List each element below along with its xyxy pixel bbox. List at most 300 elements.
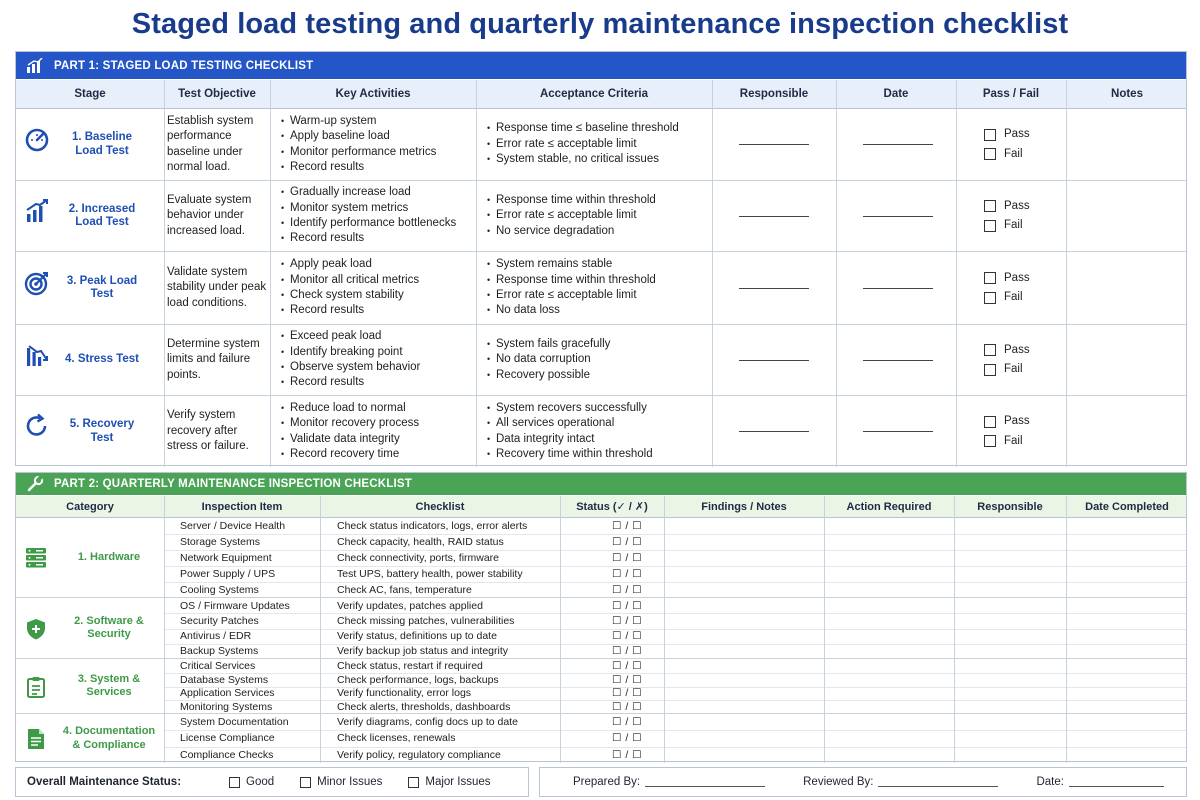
criteria-item: • Response time within threshold bbox=[487, 273, 656, 288]
stage-name: 1. Baseline Load Test bbox=[71, 131, 133, 157]
notes-field[interactable] bbox=[1066, 396, 1188, 467]
column-divider bbox=[954, 496, 955, 763]
pass-checkbox[interactable] bbox=[984, 200, 996, 212]
signature-line[interactable] bbox=[739, 288, 809, 289]
inspection-item: System Documentation bbox=[180, 716, 289, 729]
test-objective bbox=[167, 396, 267, 467]
pass-checkbox[interactable] bbox=[984, 129, 996, 141]
activity-item: • Record results bbox=[281, 160, 436, 175]
fail-label: Fail bbox=[1004, 363, 1023, 375]
column-header: Responsible bbox=[977, 500, 1043, 513]
column-header: Inspection Item bbox=[201, 500, 283, 513]
row-divider bbox=[164, 700, 1186, 701]
category-group bbox=[16, 518, 1186, 598]
fail-checkbox[interactable] bbox=[984, 148, 996, 160]
column-header: Checklist bbox=[415, 500, 465, 513]
inspection-item: Application Services bbox=[180, 687, 275, 700]
pass-option[interactable] bbox=[984, 199, 1030, 214]
stage-cell bbox=[16, 109, 164, 180]
status-checkboxes[interactable]: ☐ / ☐ bbox=[612, 687, 643, 700]
criteria-list bbox=[487, 337, 610, 383]
checklist-text: Check status indicators, logs, error alerts bbox=[337, 520, 528, 532]
inspection-item: Network Equipment bbox=[180, 552, 272, 564]
category-group bbox=[16, 659, 1186, 714]
checklist-text: Verify diagrams, config docs up to date bbox=[337, 716, 518, 729]
row-divider bbox=[164, 673, 1186, 674]
signature-line[interactable] bbox=[863, 144, 933, 145]
status-checkboxes[interactable]: ☐ / ☐ bbox=[612, 630, 643, 643]
inspection-row bbox=[164, 550, 1186, 566]
prepared-by-label: Prepared By: bbox=[573, 776, 641, 788]
test-objective bbox=[167, 252, 267, 324]
stage-name: 5. Recovery Test bbox=[69, 418, 135, 444]
objective-text: Verify system recovery after stress or failure. bbox=[167, 409, 249, 453]
acceptance-criteria bbox=[487, 396, 709, 467]
fail-label: Fail bbox=[1004, 147, 1023, 160]
criteria-item: • System remains stable bbox=[487, 257, 656, 272]
activity-item: • Identify breaking point bbox=[281, 345, 420, 360]
pass-label: Pass bbox=[1004, 343, 1030, 356]
part2-heading-bar bbox=[16, 473, 1186, 495]
stage-cell bbox=[16, 252, 164, 324]
inspection-row bbox=[164, 747, 1186, 763]
test-stage-row bbox=[16, 325, 1186, 396]
responsible-field[interactable] bbox=[712, 325, 836, 395]
objective-text: Establish system performance baseline under normal load. bbox=[167, 114, 254, 173]
criteria-item: • System stable, no critical issues bbox=[487, 152, 679, 167]
fail-option[interactable] bbox=[984, 147, 1030, 162]
row-divider bbox=[164, 730, 1186, 731]
notes-field[interactable] bbox=[1066, 181, 1188, 251]
pass-fail-cell bbox=[984, 396, 1064, 467]
pass-option[interactable] bbox=[984, 343, 1030, 358]
status-checkboxes[interactable]: ☐ / ☐ bbox=[612, 701, 643, 714]
criteria-item: • Error rate ≤ acceptable limit bbox=[487, 137, 679, 152]
row-divider bbox=[164, 629, 1186, 630]
column-header: Category bbox=[66, 500, 114, 513]
criteria-list bbox=[487, 401, 653, 463]
fail-option[interactable] bbox=[984, 434, 1030, 449]
activity-item: • Apply peak load bbox=[281, 257, 419, 272]
stage-name: 2. Increased Load Test bbox=[68, 202, 136, 228]
recovery-icon bbox=[24, 413, 50, 439]
criteria-item: • System fails gracefully bbox=[487, 337, 610, 352]
inspection-row bbox=[164, 613, 1186, 628]
key-activities bbox=[281, 181, 471, 251]
column-divider bbox=[956, 80, 957, 467]
activity-item: • Observe system behavior bbox=[281, 360, 420, 375]
checklist-text: Check status, restart if required bbox=[337, 659, 483, 672]
activity-item: • Monitor performance metrics bbox=[281, 145, 436, 160]
pass-fail-options bbox=[984, 343, 1030, 378]
pass-label: Pass bbox=[1004, 271, 1030, 284]
inspection-item: Server / Device Health bbox=[180, 520, 286, 532]
fail-checkbox[interactable] bbox=[984, 435, 996, 447]
fail-option[interactable] bbox=[984, 290, 1030, 305]
status-option-minor[interactable]: Minor Issues bbox=[300, 776, 382, 788]
inspection-row bbox=[164, 582, 1186, 598]
inspection-row bbox=[164, 518, 1186, 534]
criteria-list bbox=[487, 121, 679, 167]
falling-bars-icon bbox=[24, 342, 50, 368]
test-stage-row bbox=[16, 252, 1186, 325]
pass-fail-options bbox=[984, 414, 1030, 449]
pass-option[interactable] bbox=[984, 414, 1030, 429]
column-divider bbox=[270, 80, 271, 467]
pass-checkbox[interactable] bbox=[984, 416, 996, 428]
criteria-list bbox=[487, 257, 656, 319]
inspection-item: OS / Firmware Updates bbox=[180, 599, 290, 612]
activity-item: • Exceed peak load bbox=[281, 329, 420, 344]
category-cell bbox=[16, 518, 164, 597]
fail-checkbox[interactable] bbox=[984, 292, 996, 304]
column-header: Pass / Fail bbox=[982, 88, 1040, 100]
column-divider bbox=[836, 80, 837, 467]
key-activities bbox=[281, 396, 471, 467]
status-checkboxes[interactable]: ☐ / ☐ bbox=[612, 599, 643, 612]
checkbox[interactable] bbox=[229, 777, 240, 788]
overall-status-box bbox=[15, 767, 529, 797]
test-stage-row bbox=[16, 109, 1186, 181]
reviewed-by-label: Reviewed By: bbox=[803, 776, 874, 788]
inspection-row bbox=[164, 629, 1186, 644]
pass-checkbox[interactable] bbox=[984, 344, 996, 356]
status-checkboxes[interactable]: ☐ / ☐ bbox=[612, 748, 643, 761]
activity-list bbox=[281, 257, 419, 319]
column-divider bbox=[824, 496, 825, 763]
date-field[interactable] bbox=[1069, 777, 1164, 787]
signature-line[interactable] bbox=[863, 216, 933, 217]
checklist-text: Verify backup job status and integrity bbox=[337, 645, 509, 658]
inspection-row bbox=[164, 730, 1186, 746]
row-divider bbox=[164, 582, 1186, 583]
target-icon bbox=[24, 270, 50, 296]
checklist-text: Check licenses, renewals bbox=[337, 732, 456, 745]
column-header: Status (✓ / ✗) bbox=[576, 501, 648, 513]
activity-item: • Identify performance bottlenecks bbox=[281, 216, 456, 231]
criteria-item: • Error rate ≤ acceptable limit bbox=[487, 208, 656, 223]
inspection-item: Database Systems bbox=[180, 673, 269, 686]
criteria-item: • No data loss bbox=[487, 303, 656, 318]
row-divider bbox=[164, 550, 1186, 551]
pass-option[interactable] bbox=[984, 271, 1030, 286]
activity-item: • Gradually increase load bbox=[281, 185, 456, 200]
inspection-row bbox=[164, 534, 1186, 550]
row-divider bbox=[164, 613, 1186, 614]
column-header: Date Completed bbox=[1085, 500, 1169, 513]
row-divider bbox=[164, 534, 1186, 535]
stage-name: 3. Peak Load Test bbox=[66, 274, 138, 300]
column-divider bbox=[1066, 496, 1067, 763]
status-checkboxes[interactable]: ☐ / ☐ bbox=[612, 520, 643, 532]
category-group bbox=[16, 714, 1186, 763]
activity-list bbox=[281, 185, 456, 247]
pass-fail-cell bbox=[984, 109, 1064, 180]
activity-item: • Record results bbox=[281, 303, 419, 318]
overall-status-label: Overall Maintenance Status: bbox=[27, 776, 182, 788]
signoff-box bbox=[539, 767, 1187, 797]
pass-label: Pass bbox=[1004, 199, 1030, 212]
category-cell bbox=[16, 659, 164, 713]
checklist-text: Verify updates, patches applied bbox=[337, 599, 483, 612]
pass-fail-options bbox=[984, 199, 1030, 234]
objective-text: Evaluate system behavior under increased load. bbox=[167, 193, 252, 237]
test-objective bbox=[167, 181, 267, 251]
part1-heading-bar bbox=[16, 52, 1186, 79]
inspection-item: Storage Systems bbox=[180, 536, 260, 548]
date-field[interactable] bbox=[836, 252, 960, 324]
document-icon bbox=[25, 728, 47, 750]
status-checkboxes[interactable]: ☐ / ☐ bbox=[612, 716, 643, 729]
wrench-icon bbox=[26, 476, 46, 492]
notes-field[interactable] bbox=[1066, 325, 1188, 395]
checklist-text: Check performance, logs, backups bbox=[337, 673, 499, 686]
test-objective bbox=[167, 325, 267, 395]
checklist-text: Verify policy, regulatory compliance bbox=[337, 748, 501, 761]
fail-option[interactable] bbox=[984, 218, 1030, 233]
status-checkboxes[interactable]: ☐ / ☐ bbox=[612, 568, 643, 580]
part1-section bbox=[15, 51, 1187, 466]
inspection-row bbox=[164, 687, 1186, 701]
part2-header-row bbox=[16, 496, 1186, 518]
pass-fail-cell bbox=[984, 181, 1064, 251]
column-divider bbox=[1066, 80, 1067, 467]
part1-heading: PART 1: STAGED LOAD TESTING CHECKLIST bbox=[54, 59, 314, 72]
status-checkboxes[interactable]: ☐ / ☐ bbox=[612, 584, 643, 596]
fail-label: Fail bbox=[1004, 291, 1023, 303]
inspection-item: Monitoring Systems bbox=[180, 701, 273, 714]
activity-item: • Apply baseline load bbox=[281, 129, 436, 144]
status-checkboxes[interactable]: ☐ / ☐ bbox=[612, 645, 643, 658]
inspection-item: Backup Systems bbox=[180, 645, 259, 658]
fail-label: Fail bbox=[1004, 434, 1023, 447]
row-divider bbox=[164, 644, 1186, 645]
column-divider bbox=[164, 496, 165, 763]
signature-line[interactable] bbox=[739, 360, 809, 361]
notes-field[interactable] bbox=[1066, 109, 1188, 180]
inspection-row bbox=[164, 714, 1186, 730]
activity-item: • Reduce load to normal bbox=[281, 401, 419, 416]
date-field[interactable] bbox=[836, 325, 960, 395]
column-divider bbox=[476, 80, 477, 467]
bar-chart-icon bbox=[26, 58, 46, 74]
inspection-item: Security Patches bbox=[180, 614, 259, 627]
row-divider bbox=[164, 566, 1186, 567]
checklist-text: Check missing patches, vulnerabilities bbox=[337, 614, 515, 627]
criteria-item: • Data integrity intact bbox=[487, 432, 653, 447]
pass-checkbox[interactable] bbox=[984, 272, 996, 284]
category-name: 2. Software & Security bbox=[74, 614, 144, 640]
category-cell bbox=[16, 598, 164, 658]
stage-name: 4. Stress Test bbox=[65, 353, 139, 366]
inspection-item: Cooling Systems bbox=[180, 584, 259, 596]
rising-bars-icon bbox=[24, 198, 50, 224]
category-name: 1. Hardware bbox=[77, 550, 141, 563]
key-activities bbox=[281, 325, 471, 395]
inspection-item: Critical Services bbox=[180, 659, 256, 672]
status-checkboxes[interactable]: ☐ / ☐ bbox=[612, 673, 643, 686]
responsible-field[interactable] bbox=[712, 396, 836, 467]
column-header: Key Activities bbox=[335, 88, 411, 100]
gauge-icon bbox=[24, 126, 50, 152]
row-divider bbox=[164, 747, 1186, 748]
fail-label: Fail bbox=[1004, 219, 1023, 231]
inspection-row bbox=[164, 673, 1186, 687]
inspection-item: Antivirus / EDR bbox=[180, 630, 252, 643]
inspection-item: Compliance Checks bbox=[180, 748, 274, 761]
status-checkboxes[interactable]: ☐ / ☐ bbox=[612, 536, 643, 548]
activity-list bbox=[281, 329, 420, 391]
checklist-text: Check AC, fans, temperature bbox=[337, 584, 472, 596]
checklist-text: Test UPS, battery health, power stability bbox=[337, 568, 523, 580]
stage-cell bbox=[16, 396, 164, 467]
inspection-row bbox=[164, 598, 1186, 613]
activity-item: • Warm-up system bbox=[281, 114, 436, 129]
inspection-row bbox=[164, 566, 1186, 582]
pass-option[interactable] bbox=[984, 127, 1030, 142]
checklist-text: Verify status, definitions up to date bbox=[337, 630, 497, 643]
acceptance-criteria bbox=[487, 181, 709, 251]
shield-icon bbox=[25, 618, 47, 640]
column-header: Action Required bbox=[846, 500, 932, 513]
category-group bbox=[16, 598, 1186, 659]
column-header: Date bbox=[883, 88, 909, 100]
part1-header-row bbox=[16, 80, 1186, 109]
pass-fail-options bbox=[984, 127, 1030, 162]
acceptance-criteria bbox=[487, 252, 709, 324]
pass-label: Pass bbox=[1004, 415, 1030, 428]
activity-item: • Monitor recovery process bbox=[281, 416, 419, 431]
status-checkboxes[interactable]: ☐ / ☐ bbox=[612, 732, 643, 745]
criteria-item: • Error rate ≤ acceptable limit bbox=[487, 288, 656, 303]
inspection-row bbox=[164, 700, 1186, 714]
signature-line[interactable] bbox=[739, 144, 809, 145]
page-title: Staged load testing and quarterly maintenance inspection checklist bbox=[131, 8, 1069, 40]
activity-item: • Record results bbox=[281, 375, 420, 390]
activity-item: • Monitor all critical metrics bbox=[281, 273, 419, 288]
date-field[interactable] bbox=[836, 109, 960, 180]
column-header: Findings / Notes bbox=[701, 500, 787, 513]
pass-fail-cell bbox=[984, 252, 1064, 324]
column-header: Test Objective bbox=[178, 88, 256, 100]
status-checkboxes[interactable]: ☐ / ☐ bbox=[612, 659, 643, 672]
activity-list bbox=[281, 114, 436, 176]
clipboard-icon bbox=[25, 676, 47, 698]
inspection-item: Power Supply / UPS bbox=[180, 568, 276, 580]
signature-line[interactable] bbox=[863, 431, 933, 432]
status-option-good[interactable]: Good bbox=[229, 776, 274, 788]
activity-list bbox=[281, 401, 419, 463]
part2-heading: PART 2: QUARTERLY MAINTENANCE INSPECTION CHECKLIST bbox=[54, 478, 413, 490]
criteria-item: • Response time ≤ baseline threshold bbox=[487, 121, 679, 136]
checkbox[interactable] bbox=[408, 777, 419, 788]
test-objective bbox=[167, 109, 267, 180]
fail-checkbox[interactable] bbox=[984, 364, 996, 376]
column-header: Responsible bbox=[739, 88, 809, 100]
checklist-text: Check connectivity, ports, firmware bbox=[337, 552, 500, 564]
date-field[interactable] bbox=[836, 181, 960, 251]
stage-cell bbox=[16, 325, 164, 395]
criteria-item: • Recovery possible bbox=[487, 368, 610, 383]
fail-checkbox[interactable] bbox=[984, 220, 996, 232]
prepared-by-field[interactable] bbox=[645, 777, 765, 787]
criteria-item: • No data corruption bbox=[487, 352, 610, 367]
category-name: 3. System & Services bbox=[77, 672, 141, 698]
pass-fail-cell bbox=[984, 325, 1064, 395]
key-activities bbox=[281, 252, 471, 324]
pass-label: Pass bbox=[1004, 128, 1030, 141]
signature-line[interactable] bbox=[739, 216, 809, 217]
server-icon bbox=[25, 547, 47, 569]
acceptance-criteria bbox=[487, 325, 709, 395]
stage-cell bbox=[16, 181, 164, 251]
criteria-item: • No service degradation bbox=[487, 224, 656, 239]
status-option-major[interactable]: Major Issues bbox=[408, 776, 490, 788]
date-field[interactable] bbox=[836, 396, 960, 467]
responsible-field[interactable] bbox=[712, 181, 836, 251]
pass-fail-options bbox=[984, 271, 1030, 306]
signature-line[interactable] bbox=[863, 360, 933, 361]
objective-text: Validate system stability under peak load conditions. bbox=[167, 265, 267, 309]
column-header: Notes bbox=[1111, 88, 1143, 100]
checklist-text: Check capacity, health, RAID status bbox=[337, 536, 504, 548]
activity-item: • Record results bbox=[281, 231, 456, 246]
inspection-row bbox=[164, 644, 1186, 659]
category-name: 4. Documentation & Compliance bbox=[62, 725, 156, 751]
column-divider bbox=[712, 80, 713, 467]
activity-item: • Check system stability bbox=[281, 288, 419, 303]
checklist-text: Verify functionality, error logs bbox=[337, 687, 472, 700]
activity-item: • Record recovery time bbox=[281, 447, 419, 462]
activity-item: • Validate data integrity bbox=[281, 432, 419, 447]
criteria-item: • System recovers successfully bbox=[487, 401, 653, 416]
criteria-item: • Response time within threshold bbox=[487, 193, 656, 208]
notes-field[interactable] bbox=[1066, 252, 1188, 324]
column-divider bbox=[164, 80, 165, 467]
signature-line[interactable] bbox=[739, 431, 809, 432]
column-header: Acceptance Criteria bbox=[539, 88, 649, 100]
responsible-field[interactable] bbox=[712, 252, 836, 324]
inspection-item: License Compliance bbox=[180, 732, 275, 745]
responsible-field[interactable] bbox=[712, 109, 836, 180]
activity-item: • Monitor system metrics bbox=[281, 201, 456, 216]
column-header: Stage bbox=[74, 88, 106, 100]
inspection-row bbox=[164, 659, 1186, 673]
status-checkboxes[interactable]: ☐ / ☐ bbox=[612, 552, 643, 564]
status-checkboxes[interactable]: ☐ / ☐ bbox=[612, 614, 643, 627]
part2-section bbox=[15, 472, 1187, 762]
acceptance-criteria bbox=[487, 109, 709, 180]
fail-option[interactable] bbox=[984, 362, 1030, 377]
column-divider bbox=[560, 496, 561, 763]
criteria-item: • Recovery time within threshold bbox=[487, 447, 653, 462]
row-divider bbox=[164, 687, 1186, 688]
column-divider bbox=[320, 496, 321, 763]
criteria-item: • All services operational bbox=[487, 416, 653, 431]
criteria-list bbox=[487, 193, 656, 239]
key-activities bbox=[281, 109, 471, 180]
test-stage-row bbox=[16, 181, 1186, 252]
checklist-text: Check alerts, thresholds, dashboards bbox=[337, 701, 511, 714]
category-cell bbox=[16, 714, 164, 763]
reviewed-by-field[interactable] bbox=[878, 777, 998, 787]
signature-line[interactable] bbox=[863, 288, 933, 289]
test-stage-row bbox=[16, 396, 1186, 467]
checkbox[interactable] bbox=[300, 777, 311, 788]
date-label: Date: bbox=[1036, 776, 1064, 788]
column-divider bbox=[664, 496, 665, 763]
objective-text: Determine system limits and failure points. bbox=[167, 337, 260, 381]
